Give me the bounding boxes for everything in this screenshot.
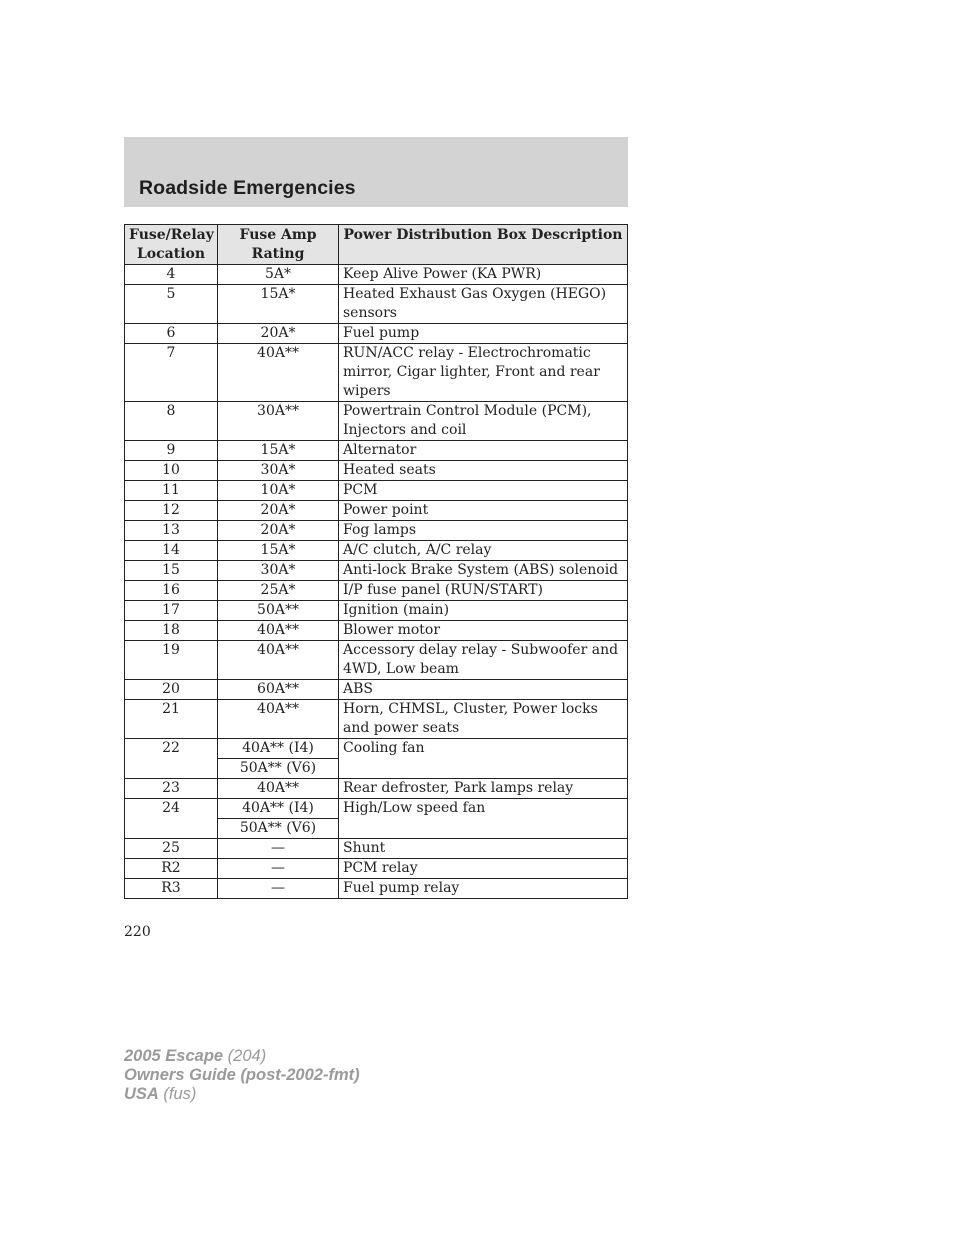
cell-amp-rating: 50A** — [218, 601, 339, 621]
table-row — [125, 461, 628, 481]
cell-location: 19 — [125, 641, 218, 680]
cell-amp-rating: 5A* — [218, 265, 339, 285]
cell-description: I/P fuse panel (RUN/START) — [339, 581, 628, 601]
cell-location: 16 — [125, 581, 218, 601]
section-title: Roadside Emergencies — [139, 177, 356, 199]
cell-amp-rating: 20A* — [218, 501, 339, 521]
document-footer — [124, 1047, 360, 1104]
cell-location: 6 — [125, 324, 218, 344]
cell-description: High/Low speed fan — [339, 799, 628, 839]
cell-description: Heated Exhaust Gas Oxygen (HEGO) sensors — [339, 285, 628, 324]
table-row — [125, 561, 628, 581]
cell-amp-rating: 20A* — [218, 521, 339, 541]
cell-description: Anti-lock Brake System (ABS) solenoid — [339, 561, 628, 581]
cell-amp-rating: 10A* — [218, 481, 339, 501]
cell-amp-rating: 40A** — [218, 344, 339, 402]
cell-description: Ignition (main) — [339, 601, 628, 621]
cell-amp-rating: 40A** (I4) — [218, 739, 339, 759]
cell-amp-rating: 40A** — [218, 779, 339, 799]
cell-location: 10 — [125, 461, 218, 481]
cell-location: 13 — [125, 521, 218, 541]
table-row — [125, 521, 628, 541]
cell-location: R3 — [125, 879, 218, 899]
cell-amp-rating: 40A** — [218, 621, 339, 641]
table-row — [125, 601, 628, 621]
cell-description: Fuel pump relay — [339, 879, 628, 899]
column-header-location: Fuse/Relay Location — [125, 225, 218, 265]
cell-amp-rating: 50A** (V6) — [218, 759, 339, 779]
table-row — [125, 501, 628, 521]
table-row — [125, 700, 628, 739]
table-row — [125, 739, 628, 759]
cell-description: Accessory delay relay - Subwoofer and 4WD, Low beam — [339, 641, 628, 680]
table-row — [125, 402, 628, 441]
cell-description: Alternator — [339, 441, 628, 461]
cell-location: 7 — [125, 344, 218, 402]
cell-amp-rating: — — [218, 879, 339, 899]
cell-amp-rating: 40A** — [218, 700, 339, 739]
cell-location: 24 — [125, 799, 218, 839]
cell-description: A/C clutch, A/C relay — [339, 541, 628, 561]
cell-location: 23 — [125, 779, 218, 799]
footer-model: 2005 Escape — [124, 1047, 224, 1065]
cell-description: Fuel pump — [339, 324, 628, 344]
cell-location: 4 — [125, 265, 218, 285]
cell-description: Power point — [339, 501, 628, 521]
cell-amp-rating: 60A** — [218, 680, 339, 700]
fuse-table — [124, 224, 628, 899]
cell-amp-rating: 15A* — [218, 285, 339, 324]
cell-amp-rating: — — [218, 859, 339, 879]
page-number: 220 — [124, 924, 151, 940]
table-row — [125, 344, 628, 402]
cell-amp-rating: 25A* — [218, 581, 339, 601]
cell-description: PCM — [339, 481, 628, 501]
cell-description: Rear defroster, Park lamps relay — [339, 779, 628, 799]
footer-model-code: (204) — [223, 1047, 267, 1065]
cell-location: 5 — [125, 285, 218, 324]
cell-location: 17 — [125, 601, 218, 621]
cell-location: 20 — [125, 680, 218, 700]
cell-amp-rating: 15A* — [218, 541, 339, 561]
table-row — [125, 285, 628, 324]
cell-description: Heated seats — [339, 461, 628, 481]
cell-location: 11 — [125, 481, 218, 501]
column-header-description: Power Distribution Box Description — [339, 225, 628, 265]
table-row — [125, 541, 628, 561]
cell-location: 12 — [125, 501, 218, 521]
cell-amp-rating: 50A** (V6) — [218, 819, 339, 839]
section-header-band — [124, 137, 628, 207]
cell-amp-rating: 30A** — [218, 402, 339, 441]
cell-location: 15 — [125, 561, 218, 581]
cell-amp-rating: 20A* — [218, 324, 339, 344]
cell-location: 18 — [125, 621, 218, 641]
cell-amp-rating: 30A* — [218, 561, 339, 581]
cell-location: 14 — [125, 541, 218, 561]
table-row — [125, 879, 628, 899]
cell-description: Fog lamps — [339, 521, 628, 541]
table-row — [125, 641, 628, 680]
cell-location: R2 — [125, 859, 218, 879]
cell-description: Powertrain Control Module (PCM), Injectors and coil — [339, 402, 628, 441]
cell-amp-rating: 15A* — [218, 441, 339, 461]
cell-location: 25 — [125, 839, 218, 859]
table-row — [125, 621, 628, 641]
cell-description: Shunt — [339, 839, 628, 859]
cell-description: Horn, CHMSL, Cluster, Power locks and power seats — [339, 700, 628, 739]
cell-description: PCM relay — [339, 859, 628, 879]
cell-description: Cooling fan — [339, 739, 628, 779]
table-row — [125, 680, 628, 700]
footer-line-market — [124, 1085, 360, 1104]
table-header-row — [125, 225, 628, 265]
cell-description: Keep Alive Power (KA PWR) — [339, 265, 628, 285]
cell-amp-rating: 30A* — [218, 461, 339, 481]
table-row — [125, 324, 628, 344]
table-row — [125, 859, 628, 879]
footer-market: USA — [124, 1085, 159, 1103]
cell-amp-rating: — — [218, 839, 339, 859]
cell-location: 9 — [125, 441, 218, 461]
footer-line-guide — [124, 1066, 360, 1085]
footer-guide: Owners Guide (post-2002-fmt) — [124, 1066, 360, 1084]
table-row — [125, 799, 628, 819]
column-header-amp-rating: Fuse Amp Rating — [218, 225, 339, 265]
table-row — [125, 481, 628, 501]
cell-location: 8 — [125, 402, 218, 441]
cell-amp-rating: 40A** — [218, 641, 339, 680]
cell-amp-rating: 40A** (I4) — [218, 799, 339, 819]
footer-line-model — [124, 1047, 360, 1066]
cell-description: RUN/ACC relay - Electrochromatic mirror, Cigar lighter, Front and rear wipers — [339, 344, 628, 402]
footer-market-code: (fus) — [158, 1085, 197, 1103]
cell-description: ABS — [339, 680, 628, 700]
cell-description: Blower motor — [339, 621, 628, 641]
table-row — [125, 839, 628, 859]
table-row — [125, 779, 628, 799]
fuse-table-body — [125, 265, 628, 899]
cell-location: 21 — [125, 700, 218, 739]
table-row — [125, 441, 628, 461]
cell-location: 22 — [125, 739, 218, 779]
table-row — [125, 581, 628, 601]
table-row — [125, 265, 628, 285]
